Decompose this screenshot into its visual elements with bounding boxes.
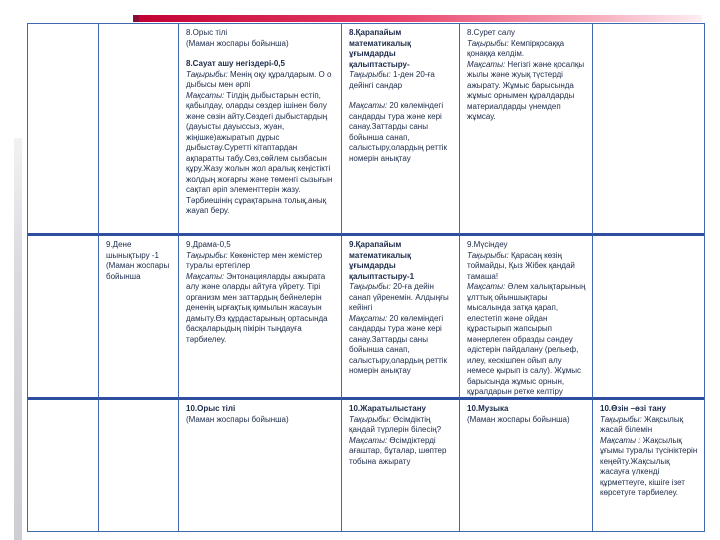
cell-paragraph: Мақсаты : Жақсылық ұғымы туралы түсініктерін кеңейту.Жақсылық жасауға үлкенді құрметтеуге, кішіге ізет көрсетуге тәрбиелеу. (600, 435, 698, 497)
lesson-cell-r1-c3 (179, 24, 342, 236)
lesson-cell-r3-c6 (593, 400, 704, 531)
cell-paragraph: 10.Жаратылыстану (349, 404, 426, 413)
cell-paragraph: 9.Драма-0,5 (186, 240, 231, 249)
cell-paragraph: Мақсаты: Негізгі және қосалқы жылы және жуық түстерді ажырату. Жұмыс барысында жұмыс орнымен құралдарды материалдарды үнемдеп жұмсау. (467, 59, 585, 121)
cell-paragraph: Тақырыбы: Жақсылық жасай білемін (600, 414, 684, 434)
lesson-cell-r1-c5 (460, 24, 593, 236)
cell-paragraph: (Маман жоспары бойынша) (186, 414, 289, 424)
lesson-cell-r3-c2 (99, 400, 179, 531)
accent-bar-tip (133, 15, 139, 22)
lesson-cell-r2-c3 (179, 236, 342, 400)
lesson-cell-r1-c2 (99, 24, 179, 236)
cell-paragraph: 8.Орыс тілі (186, 28, 228, 37)
cell-paragraph: 8.Сурет салу (467, 28, 515, 37)
cell-paragraph: Тақырыбы: 20-ға дейін санап үйренемін. Алдыңғы кейінгі (349, 282, 449, 312)
cell-paragraph (186, 49, 336, 59)
lesson-cell-r2-c4 (342, 236, 460, 400)
cell-paragraph: 8.Сауат ашу негіздері-0,5 (186, 59, 285, 68)
lesson-cell-r2-c1 (28, 236, 99, 400)
cell-paragraph: 9.Дене шынықтыру -1 (106, 240, 159, 260)
cell-paragraph: 9.Мүсіндеу (467, 240, 508, 249)
lesson-plan-table (27, 23, 705, 532)
cell-paragraph: Тақырыбы: Көкөністер мен жемістер туралы ертегілер (186, 250, 323, 270)
lesson-cell-r1-c4 (342, 24, 460, 236)
cell-paragraph (349, 91, 454, 101)
cell-paragraph: Мақсаты: 20 көлеміндегі сандарды тура және кері санау.Заттарды саны бойынша санап, салыстыру,олардың реттік номерін анықтау (349, 313, 448, 375)
cell-paragraph: 10.Өзін –өзі тану (600, 404, 667, 413)
cell-paragraph: Мақсаты: Әлем халықтарының ұлттық ойыншықтары мысалында затқа қарап, елестетіп және ойдан құрастырып жапсырып мәнерлеген образды сәндеу әдістерін пайдалану (рельеф, илеу, кескішпен ойып алу немесе қырып із салу). Жұмыс барысында жұмыс орнын, құралдарын ретке келтіру (467, 282, 586, 396)
lesson-cell-r2-c5 (460, 236, 593, 400)
lesson-cell-r1-c6 (593, 24, 704, 236)
cell-paragraph: 10.Музыка (467, 404, 509, 413)
lesson-cell-r3-c1 (28, 400, 99, 531)
cell-paragraph: Тақырыбы: Қарасаң көзің тоймайды, Қыз Жібек қандай тамаша! (467, 250, 575, 281)
top-accent-bar (133, 15, 702, 22)
cell-paragraph: Тақырыбы: Кемпірқосаққа қонаққа келдім. (467, 38, 565, 58)
cell-paragraph: 8.Қарапайым математикалық ұғымдарды қалыптастыру- (349, 28, 411, 69)
cell-paragraph: Тақырыбы: Менің оқу құралдарым. О о дыбысы мен әрпі (186, 69, 332, 89)
cell-paragraph: 9.Қарапайым математикалық ұғымдарды қалыптастыру-1 (349, 240, 415, 281)
cell-paragraph: Мақсаты: Тілдің дыбыстарын естіп, қабылдау, оларды сөздер ішінен бөлу және сөзін айту.Сөздегі дыбыстардың (дауысты дауыссыз, жуан, жіңішке)ажыратып дұрыс дыбыстау.Суретті кітаптардан ақпаратты табу.Сөз,сөйлем сызбасын құру.Жазу жолын жол аралық кеңістікті жолдың жоғарғы және төменгі сызығын сақтап әріп элементтерін жазу. (186, 90, 333, 194)
lesson-cell-r3-c5 (460, 400, 593, 531)
lesson-cell-r2-c6 (593, 236, 704, 400)
cell-paragraph: (Маман жоспары бойынша) (467, 414, 570, 424)
cell-paragraph: Тақырыбы: Өсімдіктің қандай түрлерін білесің? (349, 414, 442, 434)
lesson-cell-r2-c2 (99, 236, 179, 400)
cell-paragraph: Мақсаты: Энтонацияларды ажырата алу және оларды айтуға үйрету. Тірі организм мен заттардың бейнелерін дененің ырғақтық қимылын жасауын дамыту.Өз құрдастарының ортасында басқаларыдың пікірін тыңдауға тәрбиелеу. (186, 271, 328, 344)
cell-paragraph: Тақырыбы: 1-ден 20-ға дейінгі сандар (349, 70, 435, 90)
lesson-cell-r3-c4 (342, 400, 460, 531)
cell-paragraph: (Маман жоспары бойынша (106, 261, 170, 281)
lesson-cell-r1-c1 (28, 24, 99, 236)
lesson-cell-r3-c3 (179, 400, 342, 531)
left-edge-stripe (14, 138, 22, 540)
cell-paragraph: Мақсаты: 20 көлеміндегі сандарды тура және кері санау.Заттарды саны бойынша санап, салыстыру,олардың реттік номерін анықтау (349, 101, 448, 163)
cell-paragraph: Тәрбиешінің сұрақтарына толық,анық жауап беру. (186, 195, 327, 215)
cell-paragraph: 10.Орыс тілі (186, 404, 236, 413)
cell-paragraph: (Маман жоспары бойынша) (186, 38, 289, 48)
cell-paragraph: Мақсаты: Өсімдіктерді ағаштар, бұталар, шөптер тобына ажырату (349, 435, 447, 466)
